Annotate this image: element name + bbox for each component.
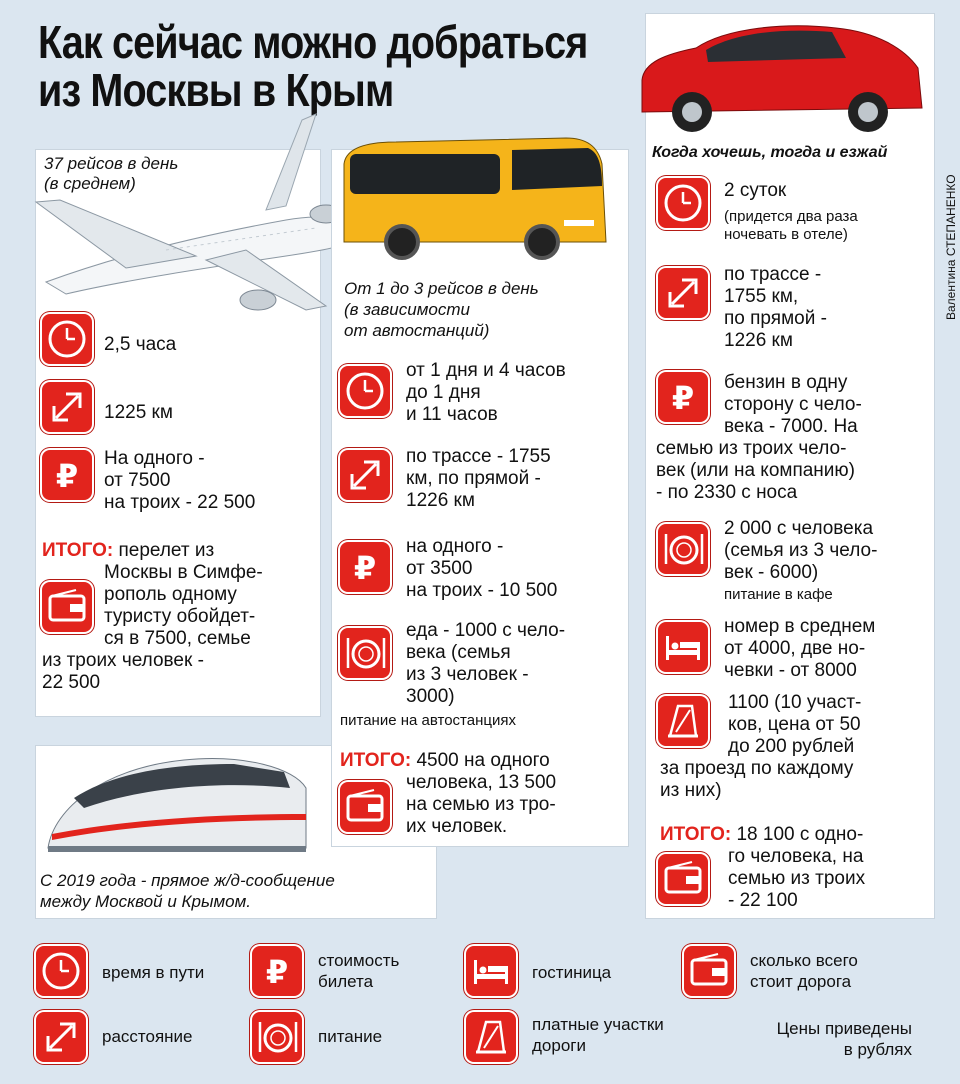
bus-time: от 1 дня и 4 часов до 1 дня и 11 часов — [406, 360, 566, 425]
distance-icon — [656, 266, 710, 320]
hotel-icon — [464, 944, 518, 998]
wallet-icon — [338, 780, 392, 834]
food-icon — [656, 522, 710, 576]
car-caption: Когда хочешь, тогда и езжай — [652, 144, 888, 161]
legend-distance: расстояние — [102, 1027, 193, 1046]
legend-price-note: Цены приведены в рублях — [776, 1019, 912, 1059]
legend-total: сколько всего стоит дорога — [750, 951, 858, 991]
bus-food: еда - 1000 с чело- века (семья из 3 человек - 3000) — [406, 620, 566, 707]
bus-illustration — [336, 124, 614, 264]
bus-frequency: От 1 до 3 рейсов в день (в зависимости от автостанций) — [344, 279, 539, 340]
food-icon — [338, 626, 392, 680]
distance-icon — [34, 1010, 88, 1064]
car-fuel: бензин в одну сторону с чело- века - 7000. На семью из троих чело- век (или на компанию) - по 2330 с носа — [656, 372, 862, 503]
food-icon — [250, 1010, 304, 1064]
car-food: 2 000 с человека (семья из 3 чело- век - 6000) — [724, 518, 878, 583]
legend-toll: платные участки дороги — [532, 1015, 664, 1055]
distance-icon — [338, 448, 392, 502]
wallet-icon — [40, 580, 94, 634]
author-credit: Валентина СТЕПАНЕНКО — [944, 174, 958, 320]
airplane-illustration — [26, 110, 376, 320]
bus-food-note: питание на автостанциях — [340, 712, 516, 729]
legend-ticket: стоимость билета — [318, 951, 400, 991]
clock-icon — [34, 944, 88, 998]
distance-icon — [40, 380, 94, 434]
car-toll: 1100 (10 участ- ков, цена от 50 до 200 рублей за проезд по каждому из них) — [660, 692, 862, 801]
car-food-note: питание в кафе — [724, 586, 833, 603]
clock-icon — [40, 312, 94, 366]
bus-distance: по трассе - 1755 км, по прямой - 1226 км — [406, 446, 551, 511]
car-total: ИТОГО: 18 100 с одно- го человека, на семью из троих - 22 100 — [660, 824, 866, 911]
car-hotel: номер в среднем от 4000, две но- чевки - от 8000 — [724, 616, 876, 681]
legend-hotel: гостиница — [532, 963, 612, 982]
ruble-icon — [40, 448, 94, 502]
plane-total: ИТОГО: перелет из Москвы в Симфе- рополь одному туристу обойдет- ся в 7500, семье из троих человек - 22 500 — [42, 540, 263, 693]
car-illustration — [636, 18, 926, 134]
page-title: Как сейчас можно добраться из Москвы в Крым — [38, 16, 588, 116]
car-distance: по трассе - 1755 км, по прямой - 1226 км — [724, 264, 827, 351]
car-time-note: (придется два раза ночевать в отеле) — [724, 208, 858, 243]
road-icon — [464, 1010, 518, 1064]
plane-cost: На одного - от 7500 на троих - 22 500 — [104, 448, 256, 513]
wallet-icon — [656, 852, 710, 906]
bus-total: ИТОГО: 4500 на одного человека, 13 500 на семью из тро- их человек. — [340, 750, 557, 837]
legend-food: питание — [318, 1027, 383, 1046]
plane-distance: 1225 км — [104, 402, 173, 423]
plane-frequency: 37 рейсов в день (в среднем) — [44, 154, 179, 193]
bus-cost: на одного - от 3500 на троих - 10 500 — [406, 536, 558, 601]
wallet-icon — [682, 944, 736, 998]
ruble-icon — [250, 944, 304, 998]
train-illustration — [44, 738, 314, 866]
clock-icon — [338, 364, 392, 418]
clock-icon — [656, 176, 710, 230]
car-time: 2 суток — [724, 180, 787, 201]
ruble-icon — [338, 540, 392, 594]
plane-time: 2,5 часа — [104, 334, 177, 355]
legend-time: время в пути — [102, 963, 205, 982]
hotel-icon — [656, 620, 710, 674]
train-caption: С 2019 года - прямое ж/д-сообщение между Москвой и Крымом. — [40, 871, 335, 911]
